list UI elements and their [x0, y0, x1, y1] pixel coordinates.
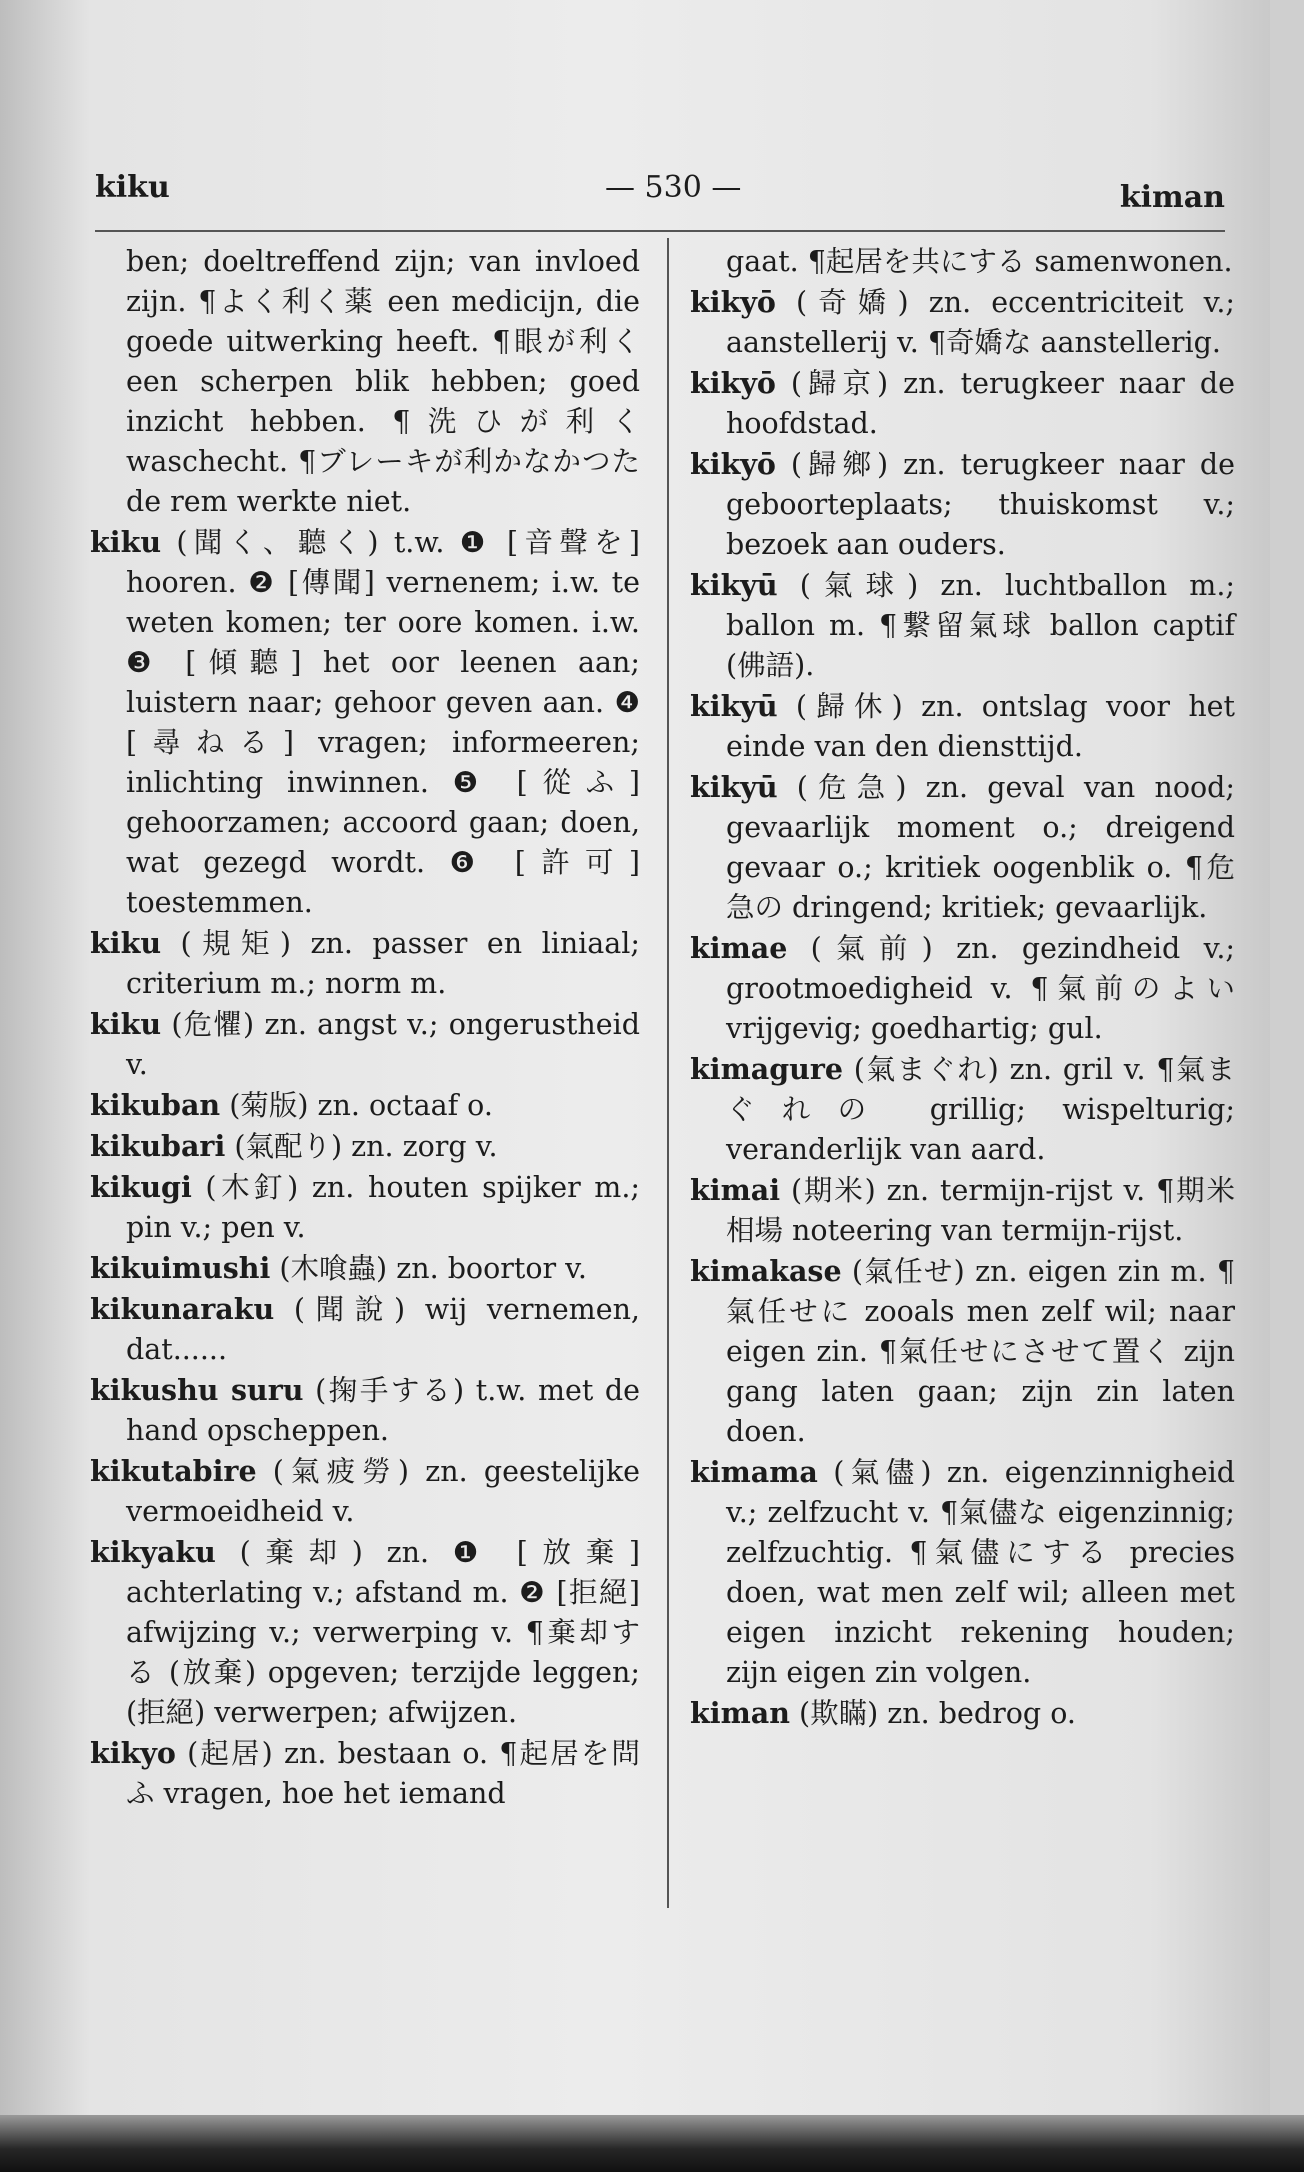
definition: (氣任せ) zn. eigen zin m. ¶氣任せに zooals men zelf wil; naar eigen zin. ¶氣任せにさせて置く zijn gang laten gaan; zijn zin laten doen. — [726, 1255, 1235, 1448]
dictionary-entry — [690, 1452, 1235, 1693]
definition: (危急) zn. geval van nood; gevaarlijk moment o.; dreigend gevaar o.; kritiek oogenblik o. ¶危急の dringend; kritiek; gevaarlijk. — [726, 771, 1235, 924]
headword: kimagure — [690, 1052, 843, 1086]
running-head — [95, 170, 1225, 220]
dictionary-entry — [90, 1167, 640, 1248]
dictionary-entry — [90, 1085, 640, 1126]
definition: (木喰蟲) zn. boortor v. — [270, 1252, 587, 1285]
headword: kimakase — [690, 1254, 842, 1288]
headword: kikubari — [90, 1129, 226, 1163]
header-rule — [95, 230, 1225, 232]
dictionary-entry — [90, 1126, 640, 1167]
right-guide-word: kiman — [1119, 180, 1225, 215]
definition: (氣球) zn. luchtballon m.; ballon m. ¶繋留氣球 ballon captif (佛語). — [726, 569, 1235, 682]
headword: kikutabire — [90, 1454, 257, 1488]
definition: (氣配り) zn. zorg v. — [225, 1130, 498, 1163]
headword: kiku — [90, 926, 162, 960]
headword: kikuban — [90, 1088, 221, 1122]
headword: kikunaraku — [90, 1292, 275, 1326]
headword: kikyū — [690, 689, 778, 723]
headword: kimai — [690, 1173, 781, 1207]
dictionary-entry — [90, 1289, 640, 1370]
dictionary-entry — [90, 1451, 640, 1532]
definition: (歸鄉) zn. terugkeer naar de geboorteplaats; thuiskomst v.; bezoek aan ouders. — [726, 448, 1235, 561]
headword: kikuimushi — [90, 1251, 271, 1285]
definition: (奇嬌) zn. eccentriciteit v.; aanstellerij v. ¶奇嬌な aanstellerig. — [726, 286, 1235, 359]
headword: kikugi — [90, 1170, 192, 1204]
dictionary-entry — [90, 1248, 640, 1289]
dictionary-entry — [690, 1170, 1235, 1251]
right-column — [690, 242, 1235, 1734]
page-bottom-edge — [0, 2115, 1304, 2172]
headword: kiman — [690, 1696, 790, 1730]
column-divider — [667, 238, 669, 1908]
headword: kikyō — [690, 366, 776, 400]
left-guide-word: kiku — [95, 170, 170, 205]
headword: kikyū — [690, 568, 778, 602]
dictionary-entry — [690, 1251, 1235, 1452]
definition: (聞說) wij vernemen, dat...... — [126, 1293, 640, 1366]
definition: (木釘) zn. houten spijker m.; pin v.; pen v. — [126, 1171, 640, 1244]
dictionary-entry — [90, 923, 640, 1004]
dictionary-entry — [690, 363, 1235, 444]
headword: kimae — [690, 931, 788, 965]
page-number: — 530 — — [605, 170, 742, 205]
headword: kiku — [90, 525, 162, 559]
definition: (掬手する) t.w. met de hand opscheppen. — [126, 1374, 641, 1447]
headword: kikyō — [690, 285, 776, 319]
dictionary-entry — [90, 1370, 640, 1451]
continued-entry: ben; doeltreffend zijn; van invloed zijn. ¶よく利く薬 een medicijn, die goede uitwerking heeft. ¶眼が利く een scherpen blik hebben; goed inzicht hebben. ¶洗ひが利く waschecht. ¶ブレーキが利かなかつた de rem werkte niet. — [126, 245, 640, 518]
headword: kimama — [690, 1455, 818, 1489]
dictionary-entry — [690, 565, 1235, 686]
continued-entry: gaat. ¶起居を共にする samenwonen. — [726, 245, 1233, 278]
definition: (氣疲勞) zn. geestelijke vermoeidheid v. — [126, 1455, 640, 1528]
dictionary-entry — [690, 767, 1235, 928]
dictionary-entry — [90, 1532, 640, 1733]
dictionary-entry — [690, 444, 1235, 565]
definition: (聞く、聽く) t.w. ❶ [音聲を] hooren. ❷ [傳聞] vernenem; i.w. te weten komen; ter oore komen. i.w. ❸ [傾聽] het oor leenen aan; luistern naar; gehoor geven aan. ❹ [尋ねる] vragen; informeeren; inlichting inwinnen. ❺ [從ふ] gehoorzamen; accoord gaan; doen, wat gezegd wordt. ❻ [許可] toestemmen. — [126, 526, 640, 919]
definition: (規矩) zn. passer en liniaal; criterium m.; norm m. — [126, 927, 640, 1000]
headword: kikyō — [690, 447, 776, 481]
definition: (欺瞞) zn. bedrog o. — [789, 1697, 1076, 1730]
dictionary-entry — [690, 282, 1235, 363]
dictionary-entry — [90, 1733, 640, 1814]
definition: (起居) zn. bestaan o. ¶起居を問ふ vragen, hoe het iemand — [126, 1737, 640, 1810]
definition: (歸京) zn. terugkeer naar de hoofdstad. — [726, 367, 1235, 440]
dictionary-entry — [690, 928, 1235, 1049]
dictionary-entry — [690, 1693, 1235, 1734]
definition: (菊版) zn. octaaf o. — [220, 1089, 493, 1122]
definition: (氣儘) zn. eigenzinnigheid v.; zelfzucht v. ¶氣儘な eigenzinnig; zelfzuchtig. ¶氣儘にする precies doen, wat men zelf wil; alleen met eigen inzicht rekening houden; zijn eigen zin volgen. — [726, 1456, 1235, 1689]
headword: kiku — [90, 1007, 162, 1041]
dictionary-entry — [90, 522, 640, 923]
headword: kikyo — [90, 1736, 176, 1770]
headword: kikyaku — [90, 1535, 216, 1569]
dictionary-entry — [690, 686, 1235, 767]
dictionary-entry — [90, 1004, 640, 1085]
definition: (歸休) zn. ontslag voor het einde van den diensttijd. — [726, 690, 1235, 763]
headword: kikushu suru — [90, 1373, 304, 1407]
definition: (期米) zn. termijn-rijst v. ¶期米相場 noteering van termijn-rijst. — [726, 1174, 1235, 1247]
definition: (棄却) zn. ❶ [放棄] achterlating v.; afstand m. ❷ [拒絕] afwijzing v.; verwerping v. ¶棄却する (放棄) opgeven; terzijde leggen; (拒絕) verwerpen; afwijzen. — [126, 1536, 640, 1729]
definition: (氣まぐれ) zn. gril v. ¶氣まぐれの grillig; wispelturig; veranderlijk van aard. — [726, 1053, 1235, 1166]
definition: (氣前) zn. gezindheid v.; grootmoedigheid v. ¶氣前のよい vrijgevig; goedhartig; gul. — [726, 932, 1235, 1045]
definition: (危懼) zn. angst v.; ongerustheid v. — [126, 1008, 640, 1081]
headword: kikyū — [690, 770, 778, 804]
dictionary-entry — [690, 1049, 1235, 1170]
left-column — [90, 242, 640, 1814]
